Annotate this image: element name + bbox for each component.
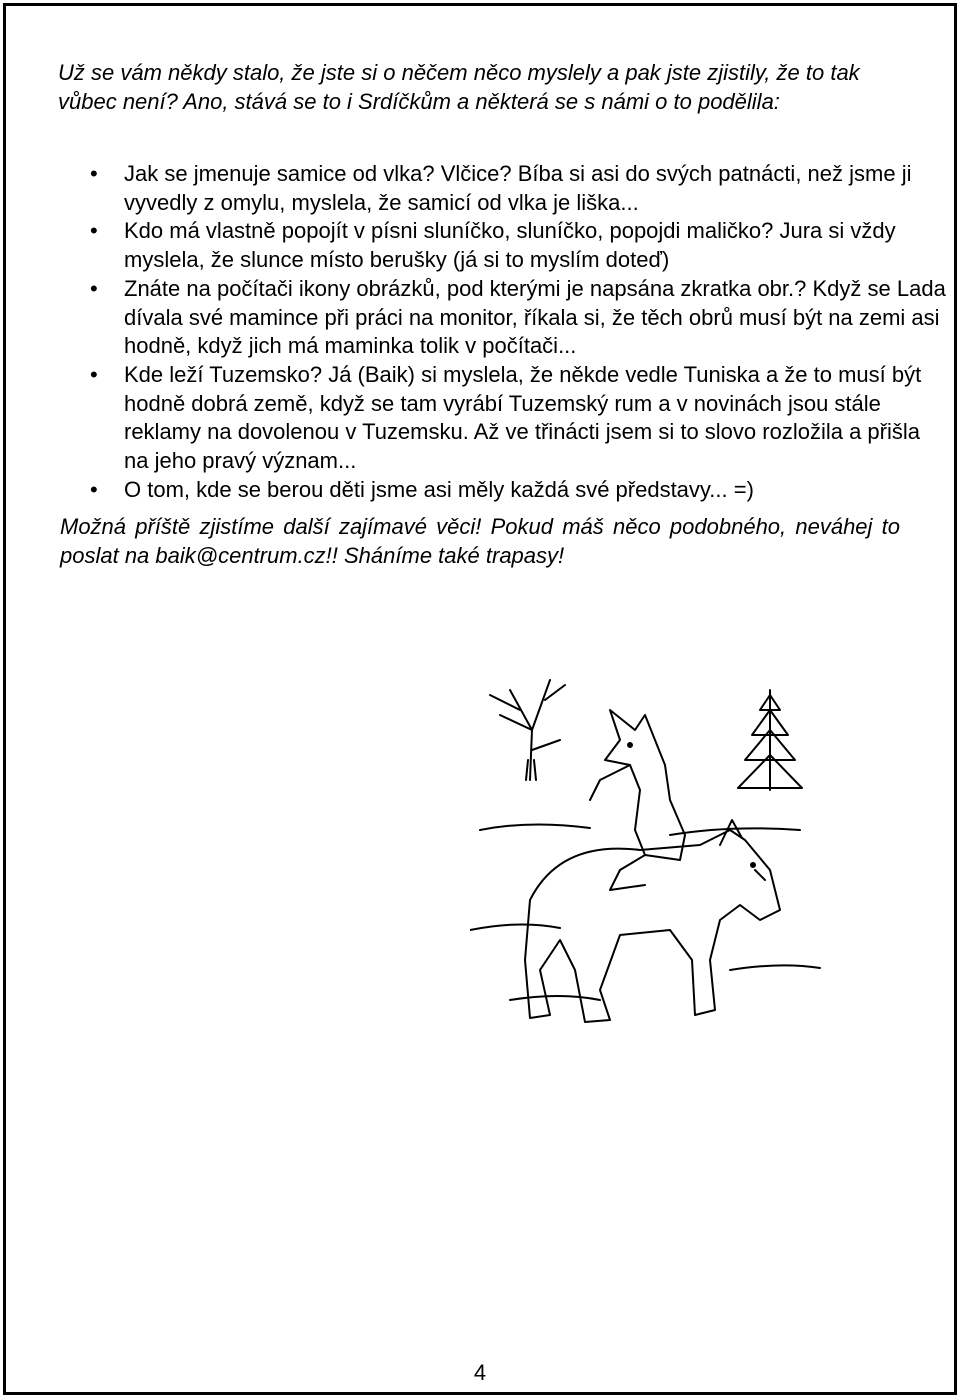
fir-tree-drawing	[738, 690, 802, 790]
bare-tree-drawing	[490, 680, 565, 780]
list-item: • O tom, kde se berou děti jsme asi měly každá své představy... =)	[96, 476, 946, 505]
page-number: 4	[473, 1360, 487, 1385]
intro-paragraph: Už se vám někdy stalo, že jste si o něčem něco myslely a pak jste zjistily, že to tak vůbec není? Ano, stává se to i Srdíčkům a některá se s námi o to podělila:	[58, 60, 860, 114]
list-item: • Znáte na počítači ikony obrázků, pod kterými je napsána zkratka obr.? Když se Lada dívala své mamince při práci na monitor, říkala si, že těch obrů musí být na zemi asi hodně, když jich má maminka tolik v počítači...	[96, 275, 946, 361]
list-item: • Kdo má vlastně popojít v písni sluníčko, sluníčko, popojdi maličko? Jura si vždy myslela, že slunce místo berušky (já si to myslím doteď)	[96, 217, 946, 274]
fox-drawing	[590, 710, 685, 890]
snow-ground-drawing	[470, 824, 820, 1000]
bullet-list	[96, 160, 946, 504]
list-item: • Jak se jmenuje samice od vlka? Vlčice? Bíba si asi do svých patnácti, než jsme ji vyvedly z omylu, myslela, že samicí od vlka je liška...	[96, 160, 946, 217]
fox-riding-wolf-illustration	[470, 670, 830, 1050]
wolf-drawing	[525, 820, 780, 1022]
outro-paragraph: Možná příště zjistíme další zajímavé věci! Pokud máš něco podobného, neváhej to poslat na baik@centrum.cz!! Sháníme také trapasy!	[60, 514, 900, 568]
list-item: • Kde leží Tuzemsko? Já (Baik) si myslela, že někde vedle Tuniska a že to musí být hodně dobrá země, když se tam vyrábí Tuzemský rum a v novinách jsou stále reklamy na dovolenou v Tuzemsku. Až ve třinácti jsem si to slovo rozložila a přišla na jeho pravý význam...	[96, 361, 946, 476]
